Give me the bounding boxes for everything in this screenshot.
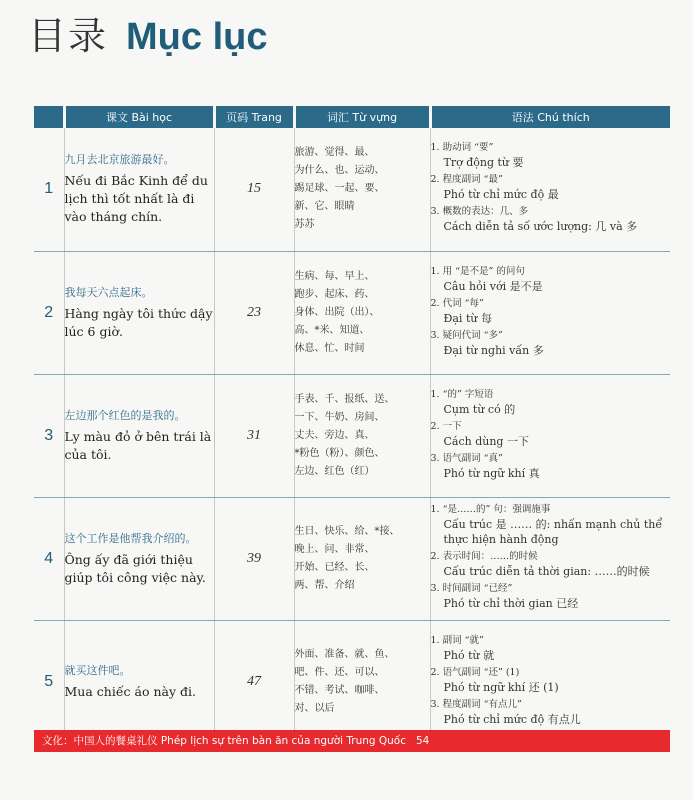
lesson-page[interactable]: 39 [214,497,294,620]
vocab-text: 生病、每、早上、 跑步、起床、药、 身体、出院（出）、 高、*米、知道、 休息、忙、时间 [294,270,380,354]
lesson-grammar [430,620,670,743]
grammar-zh: 3. 概数的表达：几、多 [430,206,529,218]
toc-table [34,106,670,743]
vocab-text: 旅游、觉得、最、 为什么、也、运动、 踢足球、一起、要、 新、它、眼睛 苏苏 [294,147,385,231]
lesson-row[interactable] [34,251,670,374]
grammar-vi: Cách dùng 一下 [443,434,529,448]
lesson-number: 1 [34,128,64,251]
lesson-grammar [430,128,670,251]
page-title-vi: Mục lục [126,16,268,58]
grammar-item [431,420,671,449]
lesson-number: 4 [34,497,64,620]
grammar-vi: Phó từ chỉ mức độ 有点儿 [443,712,581,726]
lesson-page[interactable]: 31 [214,374,294,497]
lesson-number: 3 [34,374,64,497]
grammar-vi: Cụm từ có 的 [443,402,516,416]
grammar-zh: 1. 助动词 “要” [430,142,494,154]
lesson-vocab [294,128,430,251]
header-grammar: 语法 Chú thích [430,106,670,128]
lesson-title-vi: Ông ấy đã giới thiệu giúp tôi công việc này. [64,551,206,585]
header-lesson: 课文 Bài học [64,106,214,128]
grammar-vi: Câu hỏi với 是不是 [443,279,543,293]
lesson-page[interactable]: 47 [214,620,294,743]
grammar-vi: Cách diễn tả số ước lượng: 几 và 多 [443,220,638,234]
grammar-zh: 2. 一下 [430,420,462,432]
lesson-vocab [294,620,430,743]
lesson-title-zh: 就买这件吧。 [64,663,131,677]
vocab-text: 生日、快乐、给、*接、 晚上、问、非常、 开始、已经、长、 两、帮、介绍 [294,525,400,591]
grammar-item [431,265,671,294]
lesson-number: 2 [34,251,64,374]
grammar-vi: Phó từ ngữ khí 真 [443,466,540,480]
lesson-row[interactable] [34,128,670,251]
culture-section-bar[interactable] [34,730,670,752]
vocab-text: 外面、准备、就、鱼、 吧、件、还、可以、 不错、考试、咖啡、 对、以后 [294,648,395,714]
grammar-zh: 1. 用 “是不是” 的问句 [430,265,525,277]
lesson-title[interactable] [64,497,214,620]
lesson-title[interactable] [64,251,214,374]
lesson-row[interactable] [34,620,670,743]
lesson-page[interactable]: 23 [214,251,294,374]
grammar-zh: 2. 程度副词 “最” [430,174,503,186]
grammar-zh: 2. 代词 “每” [430,297,484,309]
grammar-item [431,297,671,326]
lesson-title[interactable] [64,374,214,497]
grammar-vi: Phó từ chỉ thời gian 已经 [443,597,579,610]
lesson-title-vi: Mua chiếc áo này đi. [64,683,196,699]
grammar-zh: 3. 程度副词 “有点儿” [430,698,522,710]
grammar-zh: 2. 表示时间：……的时候 [430,551,538,562]
grammar-item [431,205,671,234]
culture-section-page: 54 [416,735,430,747]
grammar-vi: Phó từ ngữ khí 还 (1) [443,680,559,694]
header-page: 页码 Trang [214,106,294,128]
grammar-zh: 1. 副词 “就” [430,634,484,646]
grammar-vi: Phó từ chỉ mức độ 最 [443,188,559,202]
grammar-vi: Phó từ 就 [443,648,495,662]
grammar-zh: 1. “是……的” 句：强调施事 [430,504,551,515]
vocab-text: 手表、千、报纸、送、 一下、牛奶、房间、 丈夫、旁边、真、 *粉色（粉）、颜色、 左边、红色（红） [294,393,395,477]
grammar-zh: 2. 语气副词 “还” (1) [430,666,520,678]
lesson-grammar [430,251,670,374]
lesson-title-vi: Hàng ngày tôi thức dậy lúc 6 giờ. [64,305,213,339]
grammar-vi: Trợ động từ 要 [443,156,524,170]
grammar-item [431,141,671,170]
lesson-vocab [294,497,430,620]
grammar-vi: Đại từ 每 [443,311,492,325]
grammar-item [431,666,671,695]
lesson-vocab [294,251,430,374]
lesson-title[interactable] [64,128,214,251]
lesson-title-vi: Nếu đi Bắc Kinh để du lịch thì tốt nhất là đi vào tháng chín. [64,173,208,225]
grammar-zh: 3. 语气副词 “真” [430,452,503,464]
lesson-page[interactable]: 15 [214,128,294,251]
grammar-item [431,582,671,611]
lesson-grammar [430,374,670,497]
grammar-item [431,698,671,727]
lesson-row[interactable] [34,374,670,497]
lesson-title-zh: 这个工作是他帮我介绍的。 [64,531,197,545]
lesson-title-zh: 我每天六点起床。 [64,285,153,299]
grammar-vi: Đại từ nghi vấn 多 [443,343,544,357]
lesson-grammar [430,497,670,620]
lesson-row[interactable] [34,497,670,620]
grammar-item [431,550,671,579]
grammar-zh: 3. 疑问代词 “多” [430,329,503,341]
lesson-title-zh: 九月去北京旅游最好。 [64,153,175,167]
lesson-title-zh: 左边那个红色的是我的。 [64,408,186,422]
lesson-vocab [294,374,430,497]
grammar-item [431,173,671,202]
page-title [28,12,267,61]
grammar-item [431,634,671,663]
header-vocab: 词汇 Từ vựng [294,106,430,128]
grammar-item [431,452,671,481]
lesson-title[interactable] [64,620,214,743]
grammar-vi: Cấu trúc diễn tả thời gian: ……的时候 [443,565,650,578]
toc-header-row [34,106,670,128]
grammar-zh: 1. “的” 字短语 [430,388,494,400]
page-title-zh: 目录 [28,14,109,58]
grammar-item [431,329,671,358]
culture-section-label: 文化：中国人的餐桌礼仪 Phép lịch sự trên bàn ăn của người Trung Quốc [42,735,406,747]
grammar-item [431,503,671,547]
header-number [34,106,64,128]
lesson-number: 5 [44,672,54,690]
grammar-vi: Cấu trúc 是 …… 的: nhấn mạnh chủ thể thực hiện hành động [443,518,663,546]
lesson-title-vi: Ly màu đỏ ở bên trái là của tôi. [64,428,212,462]
grammar-zh: 3. 时间副词 “已经” [430,583,513,594]
grammar-item [431,388,671,417]
